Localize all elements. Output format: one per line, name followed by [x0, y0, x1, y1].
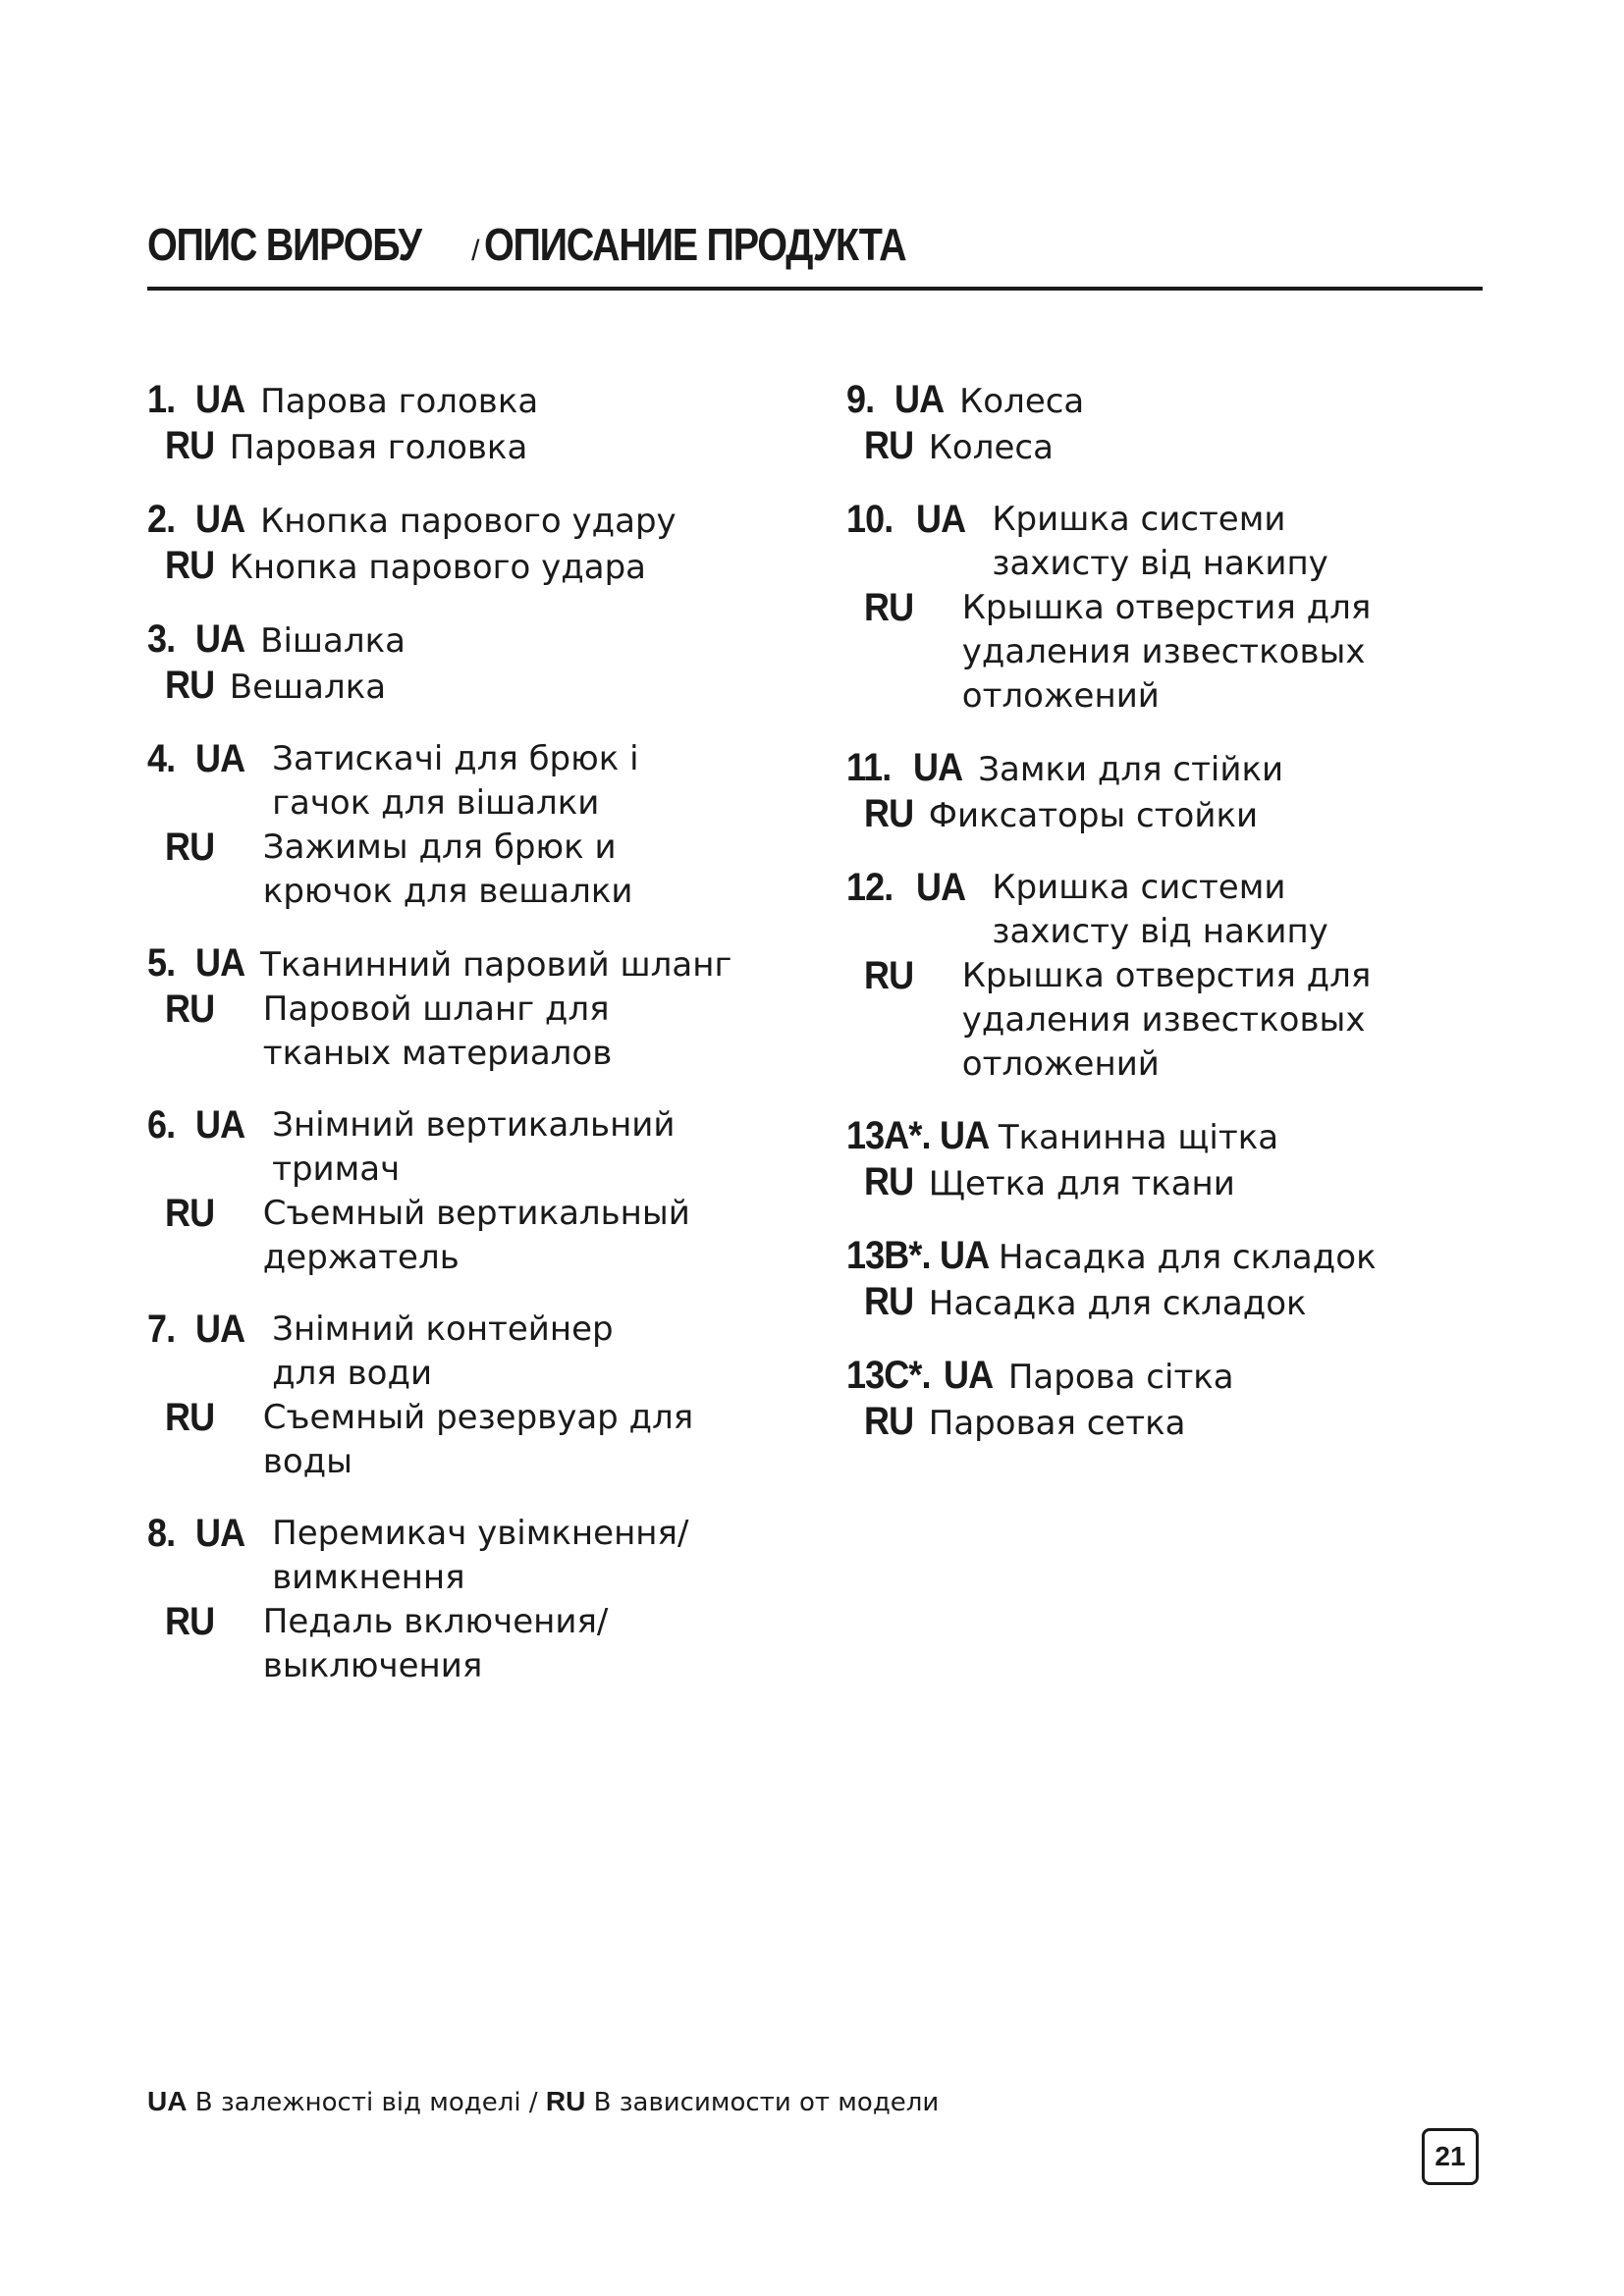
list-item [846, 378, 1475, 470]
item-number: 13C*. [846, 1354, 931, 1397]
item-text-ua: Кришка системи захисту від накипу [992, 868, 1328, 951]
list-item [147, 1308, 756, 1484]
item-text-ru: Кнопка парового удара [229, 548, 647, 587]
list-item [846, 746, 1475, 838]
lang-tag-ru: RU [864, 586, 914, 629]
lang-tag-ru: RU [864, 1400, 914, 1443]
lang-tag-ua: UA [195, 617, 245, 661]
title-ru: ОПИСАНИЕ ПРОДУКТА [483, 219, 906, 270]
footnote-text-ua: В залежності від моделі [194, 2088, 521, 2117]
item-number: 11. [846, 746, 892, 789]
footnote [147, 2086, 939, 2117]
item-text-ru: Вешалка [229, 667, 387, 707]
item-text-ru: Паровой шланг для тканых материалов [262, 989, 613, 1073]
list-item [846, 1234, 1475, 1326]
list-item [147, 941, 756, 1076]
item-number: 10. [846, 498, 893, 541]
page-title [147, 218, 1483, 291]
item-text-ru: Паровая сетка [928, 1404, 1186, 1443]
item-number: 13A*. [846, 1114, 931, 1157]
lang-tag-ru: RU [165, 1600, 215, 1643]
lang-tag-ua: UA [944, 1354, 994, 1397]
item-text-ru: Паровая головка [229, 428, 528, 467]
item-text-ua: Знімний контейнер для води [272, 1309, 614, 1393]
item-number: 12. [846, 866, 893, 909]
lang-tag-ua: UA [195, 1512, 245, 1555]
footnote-lang-ua: UA [147, 2086, 188, 2116]
lang-tag-ru: RU [165, 988, 215, 1031]
item-text-ua: Знімний вертикальний тримач [272, 1105, 676, 1189]
item-text-ua: Насадка для складок [998, 1238, 1377, 1277]
footnote-lang-ru: RU [545, 2086, 586, 2116]
title-separator: / [471, 235, 478, 267]
item-text-ru: Фиксаторы стойки [928, 796, 1259, 835]
footnote-separator: / [528, 2088, 538, 2117]
item-text-ru: Съемный вертикальный держатель [262, 1194, 690, 1277]
lang-tag-ua: UA [915, 866, 965, 909]
lang-tag-ru: RU [165, 424, 215, 467]
item-number: 3. [147, 617, 176, 661]
item-text-ua: Замки для стійки [978, 750, 1284, 789]
lang-tag-ua: UA [195, 941, 245, 985]
item-text-ru: Крышка отверстия для удаления известковых отложений [961, 588, 1372, 716]
lang-tag-ru: RU [864, 424, 914, 467]
title-ua: ОПИС ВИРОБУ [147, 219, 421, 270]
item-text-ua: Колеса [959, 382, 1085, 421]
item-text-ru: Педаль включения/ выключения [262, 1602, 609, 1685]
page-number: 21 [1422, 2128, 1479, 2185]
lang-tag-ru: RU [165, 1396, 215, 1439]
lang-tag-ua: UA [940, 1234, 990, 1277]
lang-tag-ru: RU [864, 954, 914, 997]
lang-tag-ua: UA [195, 737, 245, 780]
lang-tag-ua: UA [913, 746, 963, 789]
item-text-ua: Парова сітка [1007, 1358, 1234, 1397]
lang-tag-ru: RU [165, 826, 215, 869]
item-text-ua: Тканинна щітка [998, 1118, 1279, 1157]
lang-tag-ua: UA [915, 498, 965, 541]
item-text-ru: Крышка отверстия для удаления известковых отложений [961, 956, 1372, 1084]
lang-tag-ua: UA [940, 1114, 990, 1157]
list-item [846, 866, 1475, 1087]
item-text-ru: Зажимы для брюк и крючок для вешалки [262, 828, 633, 911]
lang-tag-ua: UA [195, 1308, 245, 1351]
item-number: 1. [147, 378, 176, 421]
list-item [846, 1114, 1475, 1206]
item-number: 13B*. [846, 1234, 931, 1277]
item-text-ru: Насадка для складок [928, 1284, 1307, 1323]
parts-list-left [147, 378, 756, 1716]
lang-tag-ru: RU [864, 792, 914, 835]
lang-tag-ru: RU [165, 664, 215, 707]
item-text-ua: Парова головка [260, 382, 539, 421]
item-text-ua: Кришка системи захисту від накипу [992, 500, 1328, 583]
lang-tag-ua: UA [195, 378, 245, 421]
item-number: 4. [147, 737, 176, 780]
lang-tag-ua: UA [195, 498, 245, 541]
item-text-ru: Колеса [928, 428, 1054, 467]
item-text-ua: Перемикач увімкнення/ вимкнення [272, 1514, 689, 1597]
list-item [846, 1354, 1475, 1446]
list-item [147, 1103, 756, 1280]
list-item [147, 617, 756, 710]
item-text-ru: Щетка для ткани [928, 1164, 1235, 1203]
footnote-text-ru: В зависимости от модели [593, 2088, 940, 2117]
item-text-ua: Затискачі для брюк і гачок для вішалки [272, 739, 639, 823]
lang-tag-ua: UA [195, 1103, 245, 1147]
list-item [147, 378, 756, 470]
item-text-ua: Вішалка [260, 621, 406, 661]
item-number: 2. [147, 498, 176, 541]
item-number: 9. [846, 378, 875, 421]
parts-list-right [846, 378, 1475, 1473]
list-item [846, 498, 1475, 719]
lang-tag-ua: UA [894, 378, 945, 421]
list-item [147, 498, 756, 590]
lang-tag-ru: RU [165, 1192, 215, 1235]
item-number: 7. [147, 1308, 176, 1351]
item-number: 6. [147, 1103, 176, 1147]
item-number: 8. [147, 1512, 176, 1555]
lang-tag-ru: RU [864, 1160, 914, 1203]
list-item [147, 737, 756, 914]
item-text-ru: Съемный резервуар для воды [262, 1398, 694, 1481]
lang-tag-ru: RU [864, 1280, 914, 1323]
item-text-ua: Тканинний паровий шланг [260, 945, 732, 985]
item-text-ua: Кнопка парового удару [260, 502, 677, 541]
list-item [147, 1512, 756, 1688]
lang-tag-ru: RU [165, 544, 215, 587]
item-number: 5. [147, 941, 176, 985]
